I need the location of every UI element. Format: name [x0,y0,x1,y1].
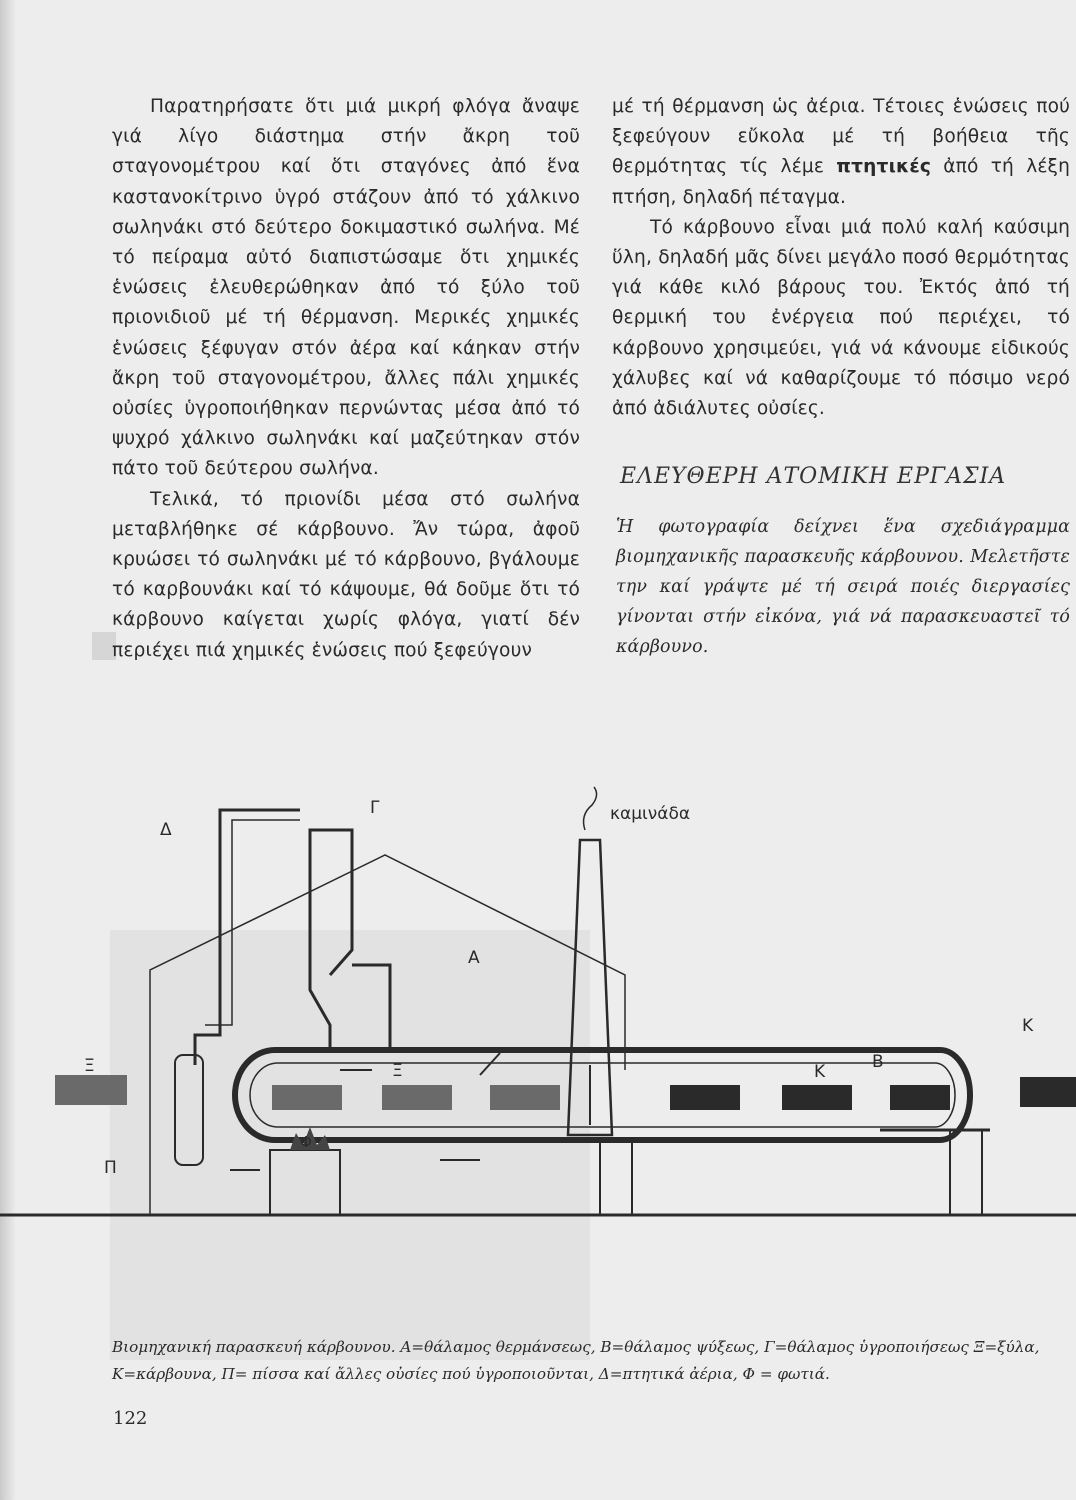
chimney-smoke [584,787,597,830]
firebox [270,1150,340,1215]
cart-2 [382,1085,452,1110]
label-delta: Δ [160,820,172,840]
label-phi: Φ [300,1133,312,1151]
cart-3 [490,1085,560,1110]
cart-1 [272,1085,342,1110]
figure-caption: Βιομηχανική παρασκευή κάρβουνου. Α=θάλαμος θερμάνσεως, Β=θάλαμος ψύξεως, Γ=θάλαμος ὑγροποιήσεως Ξ=ξύλα, Κ=κάρβουνα, Π= πίσσα καί ἄλλες οὐσίες πού ὑγροποιοῦνται, Δ=πτητικά ἀέρια, Φ = φωτιά. [112,1338,1040,1383]
label-beta: Β [872,1052,884,1072]
left-paragraph-2: Τελικά, τό πριονίδι μέσα στό σωλήνα μεταβλήθηκε σέ κάρβουνο. Ἄν τώρα, ἀφοῦ κρυώσει τό σωληνάκι μέ τό κάρβουνο, βγάλουμε τό καρβουνάκι καί τό κάψουμε, θά δοῦμε ὅτι τό κάρβουνο καίγεται χωρίς φλόγα, γιατί δέν περιέχει πιά χημικές ἑνώσεις πού ξεφεύγουν [112,488,580,661]
cart-5 [782,1085,852,1110]
tar-container [175,1055,203,1165]
label-kappa: Κ [814,1062,826,1082]
cart-outside-right [1020,1077,1076,1107]
label-xi: Ξ [84,1056,95,1076]
label-alpha: Α [468,948,480,968]
page-number: 122 [113,1408,148,1429]
condenser-column [310,830,352,1050]
right-paragraph-1-end: ἀπό τή λέξη πτήση, δηλαδή πέταγμα. [612,156,1071,208]
label-gamma: Γ [370,798,380,818]
brick-pier-right [950,1130,982,1215]
right-paragraph-1-start: μέ τή θέρμανση ὡς ἀέρια. Τέτοιες ἑνώσεις πού ξεφεύγουν εὔκολα μέ τή βοήθεια τῆς θερμότητας τίς λέμε [612,96,1070,178]
duct [352,965,390,1050]
flow-arrow [480,1053,500,1075]
label-xi-inner: Ξ [392,1061,403,1081]
cart-4 [670,1085,740,1110]
left-paragraph-1: Παρατηρήσατε ὅτι μιά μικρή φλόγα ἄναψε γιά λίγο διάστημα στήν ἄκρη τοῦ σταγονομέτρου καί ὅτι σταγόνες ἀπό ἕνα καστανοκίτρινο ὑγρό στάζουν ἀπό τό χάλκινο σωληνάκι στό δεύτερο δοκιμαστικό σωλήνα. Μέ τό πείραμα αὐτό διαπιστώσαμε ὅτι χημικές ἑνώσεις ἐλευθερώθηκαν ἀπό τό ξύλο τοῦ πριονιδιοῦ μέ τή θέρμανση. Μερικές χημικές ἑνώσεις ξέφυγαν στόν ἀέρα καί κάηκαν στήν ἄκρη τοῦ σταγονομέτρου, ἄλλες πάλι χημικές οὐσίες ὑγροποιήθηκαν περνώντας μέσα ἀπό τό ψυχρό χάλκινο σωληνάκι καί μαζεύτηκαν στόν πάτο τοῦ δεύτερου σωλήνα. [112,96,580,480]
charcoal-plant-diagram [0,735,1076,1255]
term-ptitikes: πτητικές [836,156,932,178]
right-paragraph-1 [612,92,1070,213]
cart-6 [890,1085,950,1110]
right-paragraph-2: Τό κάρβουνο εἶναι μιά πολύ καλή καύσιμη ὕλη, δηλαδή μᾶς δίνει μεγάλο ποσό θερμότητας γιά κάθε κιλό βάρους του. Ἐκτός ἀπό τή θερμική του ἐνέργεια πού περιέχει, τό κάρβουνο χρησιμεύει, γιά νά κάνουμε εἰδικούς χάλυβες καί νά καθαρίζουμε τό πόσιμο νερό ἀπό ἀδιάλυτες οὐσίες. [612,216,1070,420]
left-column [112,92,580,666]
gas-pipe [195,810,300,1065]
chimney-label: καμινάδα [610,804,691,824]
section-heading: ΕΛΕΥΘΕΡΗ ΑΤΟΜΙΚΗ ΕΡΓΑΣΙΑ [620,464,1007,490]
right-column [612,92,1070,662]
cart-wood-outside [55,1075,127,1105]
label-kappa-right: Κ [1022,1016,1034,1036]
brick-pier-left [600,1140,632,1215]
label-pi: Π [104,1158,117,1178]
exercise-text: Ἡ φωτογραφία δείχνει ἕνα σχεδιάγραμμα βιομηχανικῆς παρασκευῆς κάρβουνου. Μελετῆστε την καί γράψτε μέ τή σειρά ποιές διεργασίες γίνονται στήν εἰκόνα, γιά νά παρασκευαστεῖ τό κάρβουνο. [616,517,1070,658]
